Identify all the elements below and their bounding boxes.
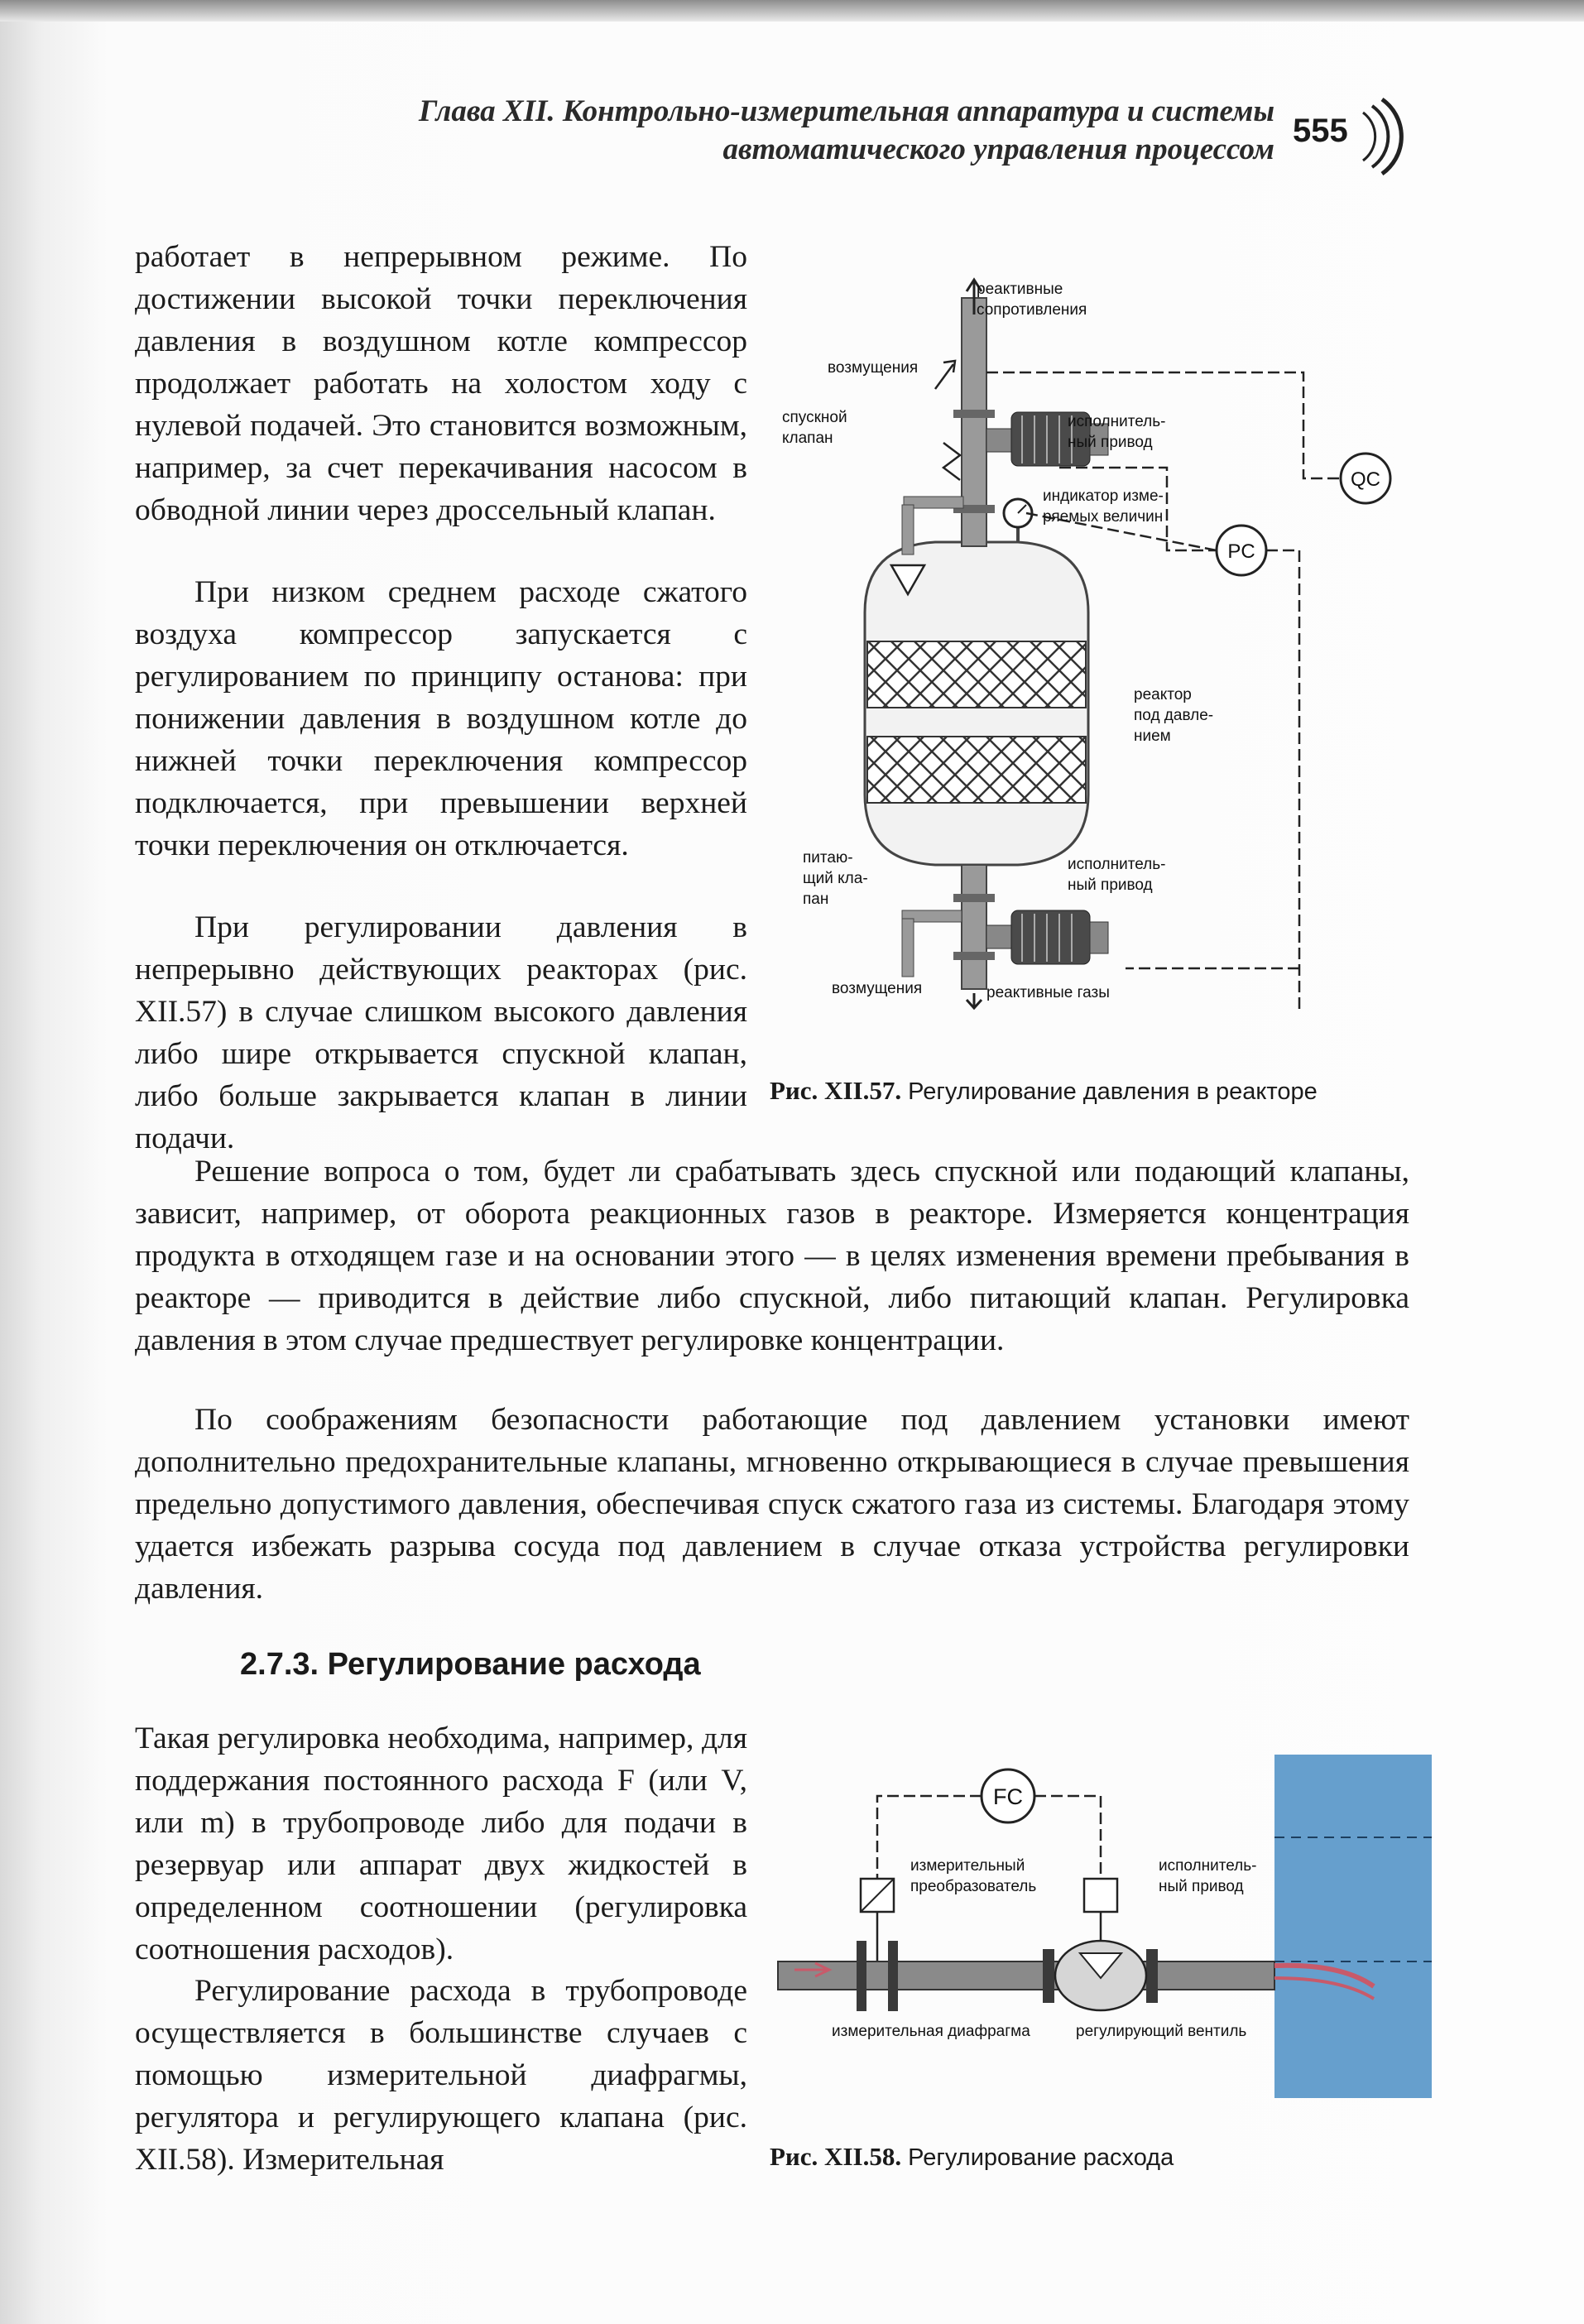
figure-58-caption (770, 2142, 1174, 2172)
label-indicator-2: ряемых величин (1043, 508, 1164, 526)
figure-57-caption (770, 1076, 1318, 1106)
fc-controller (982, 1769, 1034, 1822)
label-actuator-2: ный привод (1159, 1878, 1244, 1895)
qc-controller (1341, 454, 1390, 503)
label-feed-valve-3: пан (803, 891, 829, 908)
label-actuator-1: исполнитель- (1159, 1857, 1257, 1875)
figure-57-caption-number: Рис. XII.57. (770, 1076, 902, 1105)
running-header (281, 93, 1274, 169)
qc-label: QC (1351, 468, 1380, 491)
label-actuator-bottom-1: исполнитель- (1068, 856, 1166, 873)
hose-icon-2 (1274, 1978, 1374, 1999)
label-disturbances-top: возмущения (828, 359, 919, 377)
label-reactive-resistances-2: сопротивления (977, 301, 1087, 319)
section-title: 2.7.3. Регулирование расхода (240, 1647, 701, 1682)
bottom-actuator-motor-icon (986, 910, 1108, 964)
paragraph-7: Регулирование расхода в трубопроводе осуществляется в большинстве случаев с помощью измерительной диафрагмы, регулятора и регулирующего клапана (рис. XII.58). Измерительная (135, 1974, 747, 2177)
label-regulating-valve: регулирующий вентиль (1076, 2023, 1247, 2040)
page-number-block (1283, 83, 1407, 190)
paragraph-2: При низком среднем расходе сжатого воздуха компрессор запускается с регулированием по принципу останова: при понижении давления в воздушном котле до нижней точки переключения компрессор подключается, при превышении верхней точки переключения он отключается. (135, 575, 747, 862)
figure-58-caption-text: Регулирование расхода (901, 2144, 1174, 2171)
label-orifice-plate: измерительная диафрагма (832, 2023, 1030, 2040)
paragraph-4: Решение вопроса о том, будет ли срабатывать здесь спускной или подающий клапаны, зависит, например, от оборота реакционных газов в реакторе. Измеряется концентрация продукта в отходящем газе и на основании этого — в целях изменения времени пребывания в реакторе — приводится в действие либо спускной, либо питающий клапан. Регулировка давления в этом случае предшествует регулировке концентрации. (135, 1155, 1409, 1357)
pc-label: PC (1227, 540, 1255, 563)
header-line-1: Глава XII. Контрольно-измерительная аппаратура и системы (419, 94, 1274, 128)
paragraph-3: При регулировании давления в непрерывно действующих реакторах (рис. XII.57) в случае слишком высокого давления либо шире открывается спускной клапан, либо больше закрывается клапан в линии подачи. (135, 910, 747, 1155)
regulating-valve-icon (1055, 1941, 1146, 2010)
pc-controller (1217, 526, 1266, 575)
label-reactor-3: нием (1134, 727, 1171, 745)
label-feed-valve-1: питаю- (803, 849, 853, 867)
label-transducer-1: измерительный (910, 1857, 1025, 1875)
label-disturbances-bottom: возмущения (832, 980, 923, 997)
page-number: 555 (1293, 113, 1348, 149)
page-top-shadow (0, 0, 1584, 22)
figure-57-caption-text: Регулирование давления в реакторе (901, 1078, 1318, 1105)
reactor-vessel (865, 542, 1088, 865)
label-indicator-1: индикатор изме- (1043, 487, 1164, 505)
figure-58-flow-diagram (770, 1746, 1432, 2110)
actuator-box (1084, 1879, 1117, 1949)
header-line-2: автоматического управления процессом (722, 132, 1274, 166)
pressure-gauge-icon (1004, 499, 1032, 542)
label-reactive-resistances-1: реактивные (977, 281, 1063, 298)
paragraph-6: Такая регулировка необходима, например, для поддержания постоянного расхода F (или V, или m) в трубопроводе либо для подачи в резервуар или аппарат двух жидкостей в определенном соотношении (регулировка соотношения расходов). (135, 1721, 747, 1966)
label-drain-valve-2: клапан (782, 430, 833, 447)
flow-pipe (778, 1941, 1274, 2011)
label-transducer-2: преобразователь (910, 1878, 1037, 1895)
label-actuator-top-2: ный привод (1068, 434, 1153, 451)
fc-label: FC (993, 1784, 1023, 1809)
label-reactor-1: реактор (1134, 686, 1192, 703)
label-actuator-bottom-2: ный привод (1068, 876, 1153, 894)
label-reactive-gases: реактивные газы (986, 984, 1110, 1001)
label-actuator-top-1: исполнитель- (1068, 413, 1166, 430)
figure-58-caption-number: Рис. XII.58. (770, 2142, 902, 2171)
label-reactor-2: под давле- (1134, 707, 1214, 724)
label-feed-valve-2: щий кла- (803, 870, 868, 887)
label-drain-valve-1: спускной (782, 409, 847, 426)
drain-valve-icon (943, 443, 960, 480)
paragraph-1: работает в непрерывном режиме. По достижении высокой точки переключения давления в воздушном котле компрессор продолжает работать на холостом ходу с нулевой подачей. Это становится возможным, например, за счет перекачивания насосом в обводной линии через дроссельный клапан. (135, 240, 747, 527)
figure-57-reactor-diagram (770, 265, 1423, 1010)
tank-level-lines (1274, 1837, 1432, 1961)
paragraph-5: По соображениям безопасности работающие под давлением установки имеют дополнительно предохранительные клапаны, мгновенно открывающиеся в случае превышения предельно допустимого давления, обеспечивая спуск сжатого газа из системы. Благодаря этому удается избежать разрыва сосуда под давлением в случае отказа устройства регулировки давления. (135, 1403, 1409, 1606)
